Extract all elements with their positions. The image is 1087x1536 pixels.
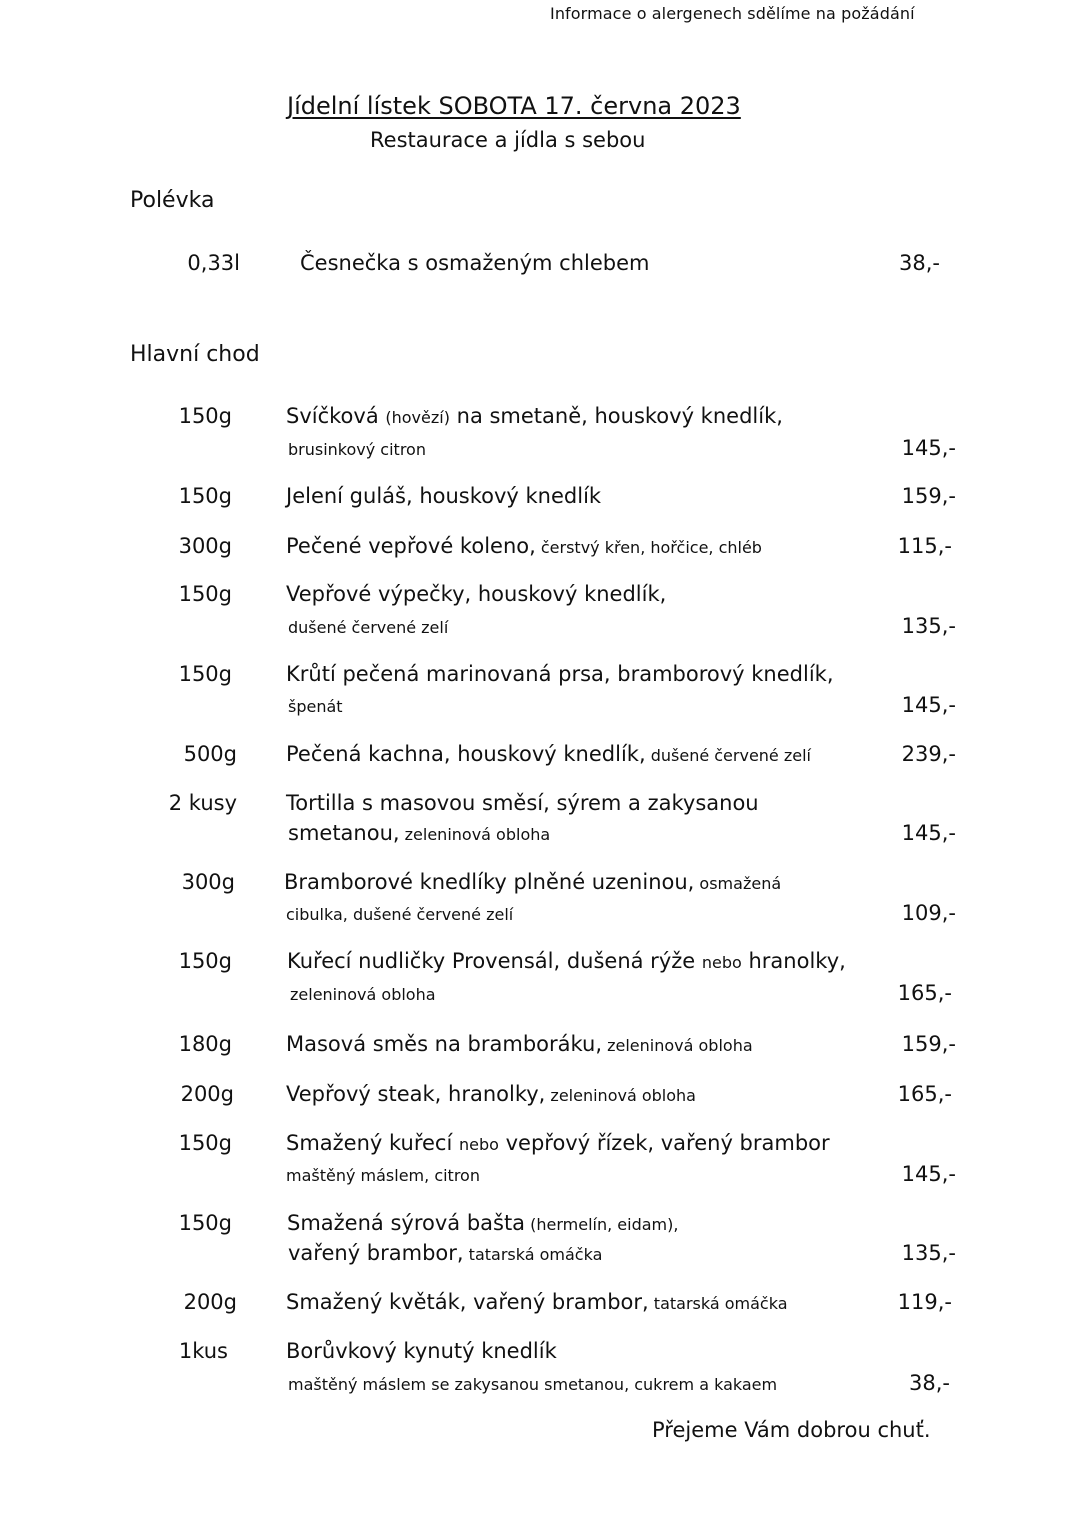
item-name: Smažená sýrová bašta (hermelín, eidam), — [287, 1211, 679, 1235]
item-name: Jelení guláš, houskový knedlík — [286, 484, 602, 508]
item-name: Smažený kuřecí nebo vepřový řízek, vařený brambor — [286, 1131, 830, 1155]
item-name: Krůtí pečená marinovaná prsa, bramborový knedlík, — [286, 662, 834, 686]
item-price: 145,- — [901, 436, 956, 460]
item-name: Pečená kachna, houskový knedlík, dušené červené zelí — [286, 742, 811, 766]
item-quantity: 300g — [178, 534, 232, 558]
item-price: 165,- — [897, 981, 952, 1005]
item-quantity: 2 kusy — [168, 791, 237, 815]
page-title: Jídelní lístek SOBOTA 17. června 2023 — [287, 92, 741, 120]
item-name: Tortilla s masovou směsí, sýrem a zakysanou — [286, 791, 759, 815]
page-subtitle: Restaurace a jídla s sebou — [370, 128, 646, 152]
item-quantity: 150g — [178, 1131, 232, 1155]
item-quantity: 1kus — [178, 1339, 228, 1363]
section-heading-soup: Polévka — [130, 188, 215, 213]
item-quantity: 150g — [178, 662, 232, 686]
item-quantity: 150g — [178, 582, 232, 606]
item-name: Masová směs na bramboráku, zeleninová obloha — [286, 1032, 753, 1056]
item-price: 239,- — [901, 742, 956, 766]
item-name: Svíčková (hovězí) na smetaně, houskový knedlík, — [286, 404, 783, 428]
item-quantity: 180g — [178, 1032, 232, 1056]
item-name: Kuřecí nudličky Provensál, dušená rýže nebo hranolky, — [287, 949, 846, 973]
item-name: Vepřový steak, hranolky, zeleninová obloha — [286, 1082, 696, 1106]
closing-greeting: Přejeme Vám dobrou chuť. — [652, 1418, 931, 1442]
item-side: maštěný máslem se zakysanou smetanou, cukrem a kakaem — [288, 1375, 778, 1394]
item-name: Pečené vepřové koleno, čerstvý křen, hořčice, chléb — [286, 534, 762, 558]
item-price: 145,- — [901, 1162, 956, 1186]
item-price: 119,- — [897, 1290, 952, 1314]
item-price: 115,- — [897, 534, 952, 558]
item-side: maštěný máslem, citron — [286, 1166, 480, 1185]
item-quantity: 500g — [183, 742, 237, 766]
item-name: Borůvkový kynutý knedlík — [286, 1339, 557, 1363]
item-name-continued: vařený brambor, tatarská omáčka — [288, 1241, 603, 1265]
item-quantity: 200g — [183, 1290, 237, 1314]
item-price: 159,- — [901, 1032, 956, 1056]
section-heading-main: Hlavní chod — [130, 342, 260, 367]
item-quantity: 150g — [178, 949, 232, 973]
item-price: 145,- — [901, 821, 956, 845]
item-price: 165,- — [897, 1082, 952, 1106]
item-name: Bramborové knedlíky plněné uzeninou, osmažená — [284, 870, 782, 894]
item-name: Vepřové výpečky, houskový knedlík, — [286, 582, 667, 606]
item-quantity: 150g — [178, 404, 232, 428]
item-side: brusinkový citron — [288, 440, 426, 459]
item-quantity: 150g — [178, 1211, 232, 1235]
item-name: Smažený květák, vařený brambor, tatarská omáčka — [286, 1290, 788, 1314]
item-quantity: 200g — [180, 1082, 234, 1106]
item-price: 135,- — [901, 614, 956, 638]
allergen-note: Informace o alergenech sdělíme na požádání — [550, 4, 915, 23]
item-price: 135,- — [901, 1241, 956, 1265]
item-quantity: 300g — [181, 870, 235, 894]
item-name: Česnečka s osmaženým chlebem — [300, 251, 650, 275]
item-price: 159,- — [901, 484, 956, 508]
item-price: 145,- — [901, 693, 956, 717]
item-quantity: 150g — [178, 484, 232, 508]
item-side: dušené červené zelí — [288, 618, 449, 637]
item-side: zeleninová obloha — [290, 985, 436, 1004]
item-side: cibulka, dušené červené zelí — [286, 905, 514, 924]
item-price: 109,- — [901, 901, 956, 925]
item-price: 38,- — [909, 1371, 950, 1395]
item-name-continued: smetanou, zeleninová obloha — [288, 821, 551, 845]
item-price: 38,- — [899, 251, 940, 275]
item-side: špenát — [288, 697, 343, 716]
item-quantity: 0,33l — [187, 251, 240, 275]
